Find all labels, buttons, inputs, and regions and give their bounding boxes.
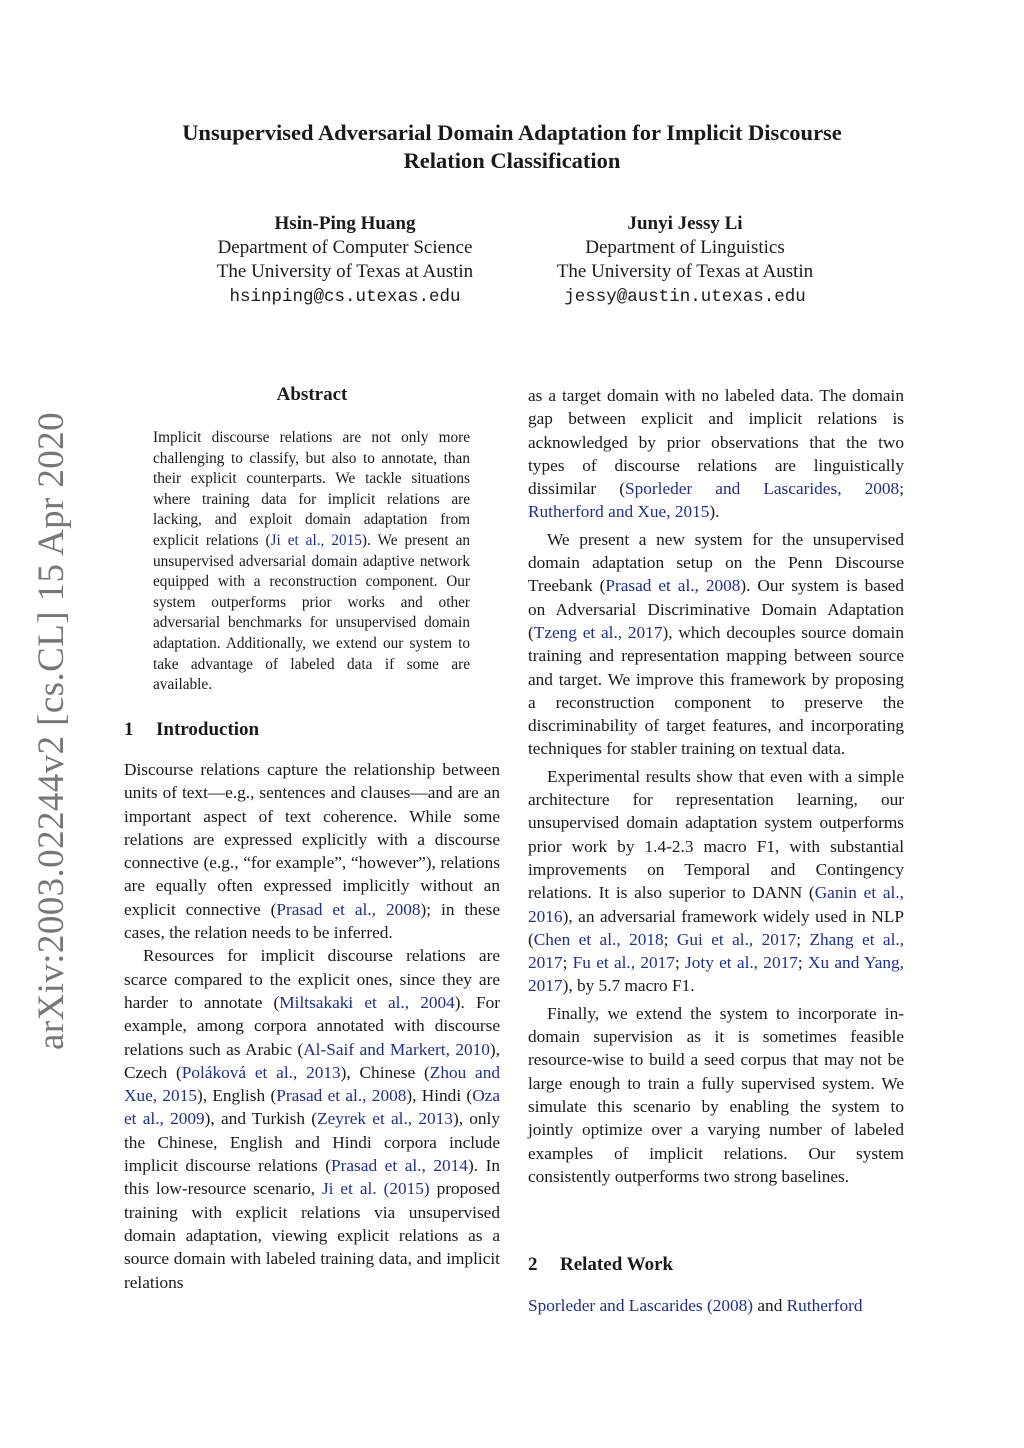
citation-link[interactable]: Ji et al., 2015 [270, 531, 362, 549]
body-text: ). In this low-resource scenario, [124, 1156, 500, 1199]
citation-link[interactable]: Oza et al., 2009 [124, 1086, 501, 1129]
section-number: 2 [528, 1254, 538, 1275]
author-email: jessy@austin.utexas.edu [564, 287, 806, 307]
body-text: Discourse relations capture the relationship between units of text—e.g., sentences and clauses—and are an important aspect of text coherence. While some relations are expressed explicitly with a discourse connective (e.g., “for example”, “however”), relations are equally often expressed implicitly without an explicit connective ( [124, 760, 500, 919]
body-text: ), which decouples source domain training and representation mapping between source and target. We improve this framework by proposing a reconstruction component to preserve the discriminability of target features, and incorporating techniques for stabler training on textual data. [528, 622, 904, 759]
citation-link[interactable]: Joty et al., 2017 [685, 953, 798, 973]
citation-link[interactable]: Sporleder and Lascarides (2008) [528, 1296, 754, 1315]
citation-link[interactable]: Gui et al., 2017 [676, 929, 797, 949]
body-text: ), English ( [196, 1086, 277, 1106]
right-paragraph-1 [528, 528, 904, 761]
section-title: Introduction [156, 719, 260, 740]
author-university: The University of Texas at Austin [556, 261, 814, 282]
related-work-column [528, 1294, 904, 1317]
citation-link[interactable]: Poláková et al., 2013 [181, 1062, 341, 1082]
body-text: proposed training with explicit relations via unsupervised domain adaptation, viewing explicit relations as a source domain with labeled training data, and implicit relations [124, 1179, 500, 1292]
body-text: ). For example, among corpora annotated with discourse relations such as Arabic ( [124, 992, 501, 1059]
body-text: ), and Turkish ( [204, 1109, 318, 1129]
body-text: Experimental results show that even with a simple architecture for representation learning, our unsupervised domain adaptation system outperforms prior work by 1.4-2.3 macro F1, with substantial improvements on Temporal and Contingency relations. It is also superior to DANN ( [528, 766, 904, 903]
title-line-1: Unsupervised Adversarial Domain Adaptation for Implicit Discourse [182, 120, 842, 145]
arxiv-stamp: arXiv:2003.02244v2 [cs.CL] 15 Apr 2020 [31, 412, 72, 1050]
body-text: ; [796, 929, 810, 949]
author-email: hsinping@cs.utexas.edu [229, 287, 461, 307]
citation-link[interactable]: Prasad et al., 2008 [605, 576, 741, 596]
citation-link[interactable]: Fu et al., 2017 [572, 953, 675, 973]
body-text: ), Chinese ( [340, 1062, 430, 1082]
intro-paragraph-2 [124, 944, 500, 1293]
title-line-2: Relation Classification [403, 148, 621, 173]
citation-link[interactable]: Sporleder and Lascarides, 2008 [625, 479, 900, 499]
author-dept: Department of Linguistics [585, 237, 785, 258]
citation-link[interactable]: Miltsakaki et al., 2004 [279, 992, 455, 1012]
citation-link[interactable]: Zeyrek et al., 2013 [317, 1109, 453, 1129]
right-paragraph-0 [528, 384, 904, 524]
intro-column [124, 758, 500, 1294]
citation-link[interactable]: Zhang et al., 2017 [528, 929, 905, 973]
author-university: The University of Texas at Austin [216, 261, 474, 282]
right-column [528, 384, 904, 1188]
abstract-heading: Abstract [276, 384, 348, 405]
citation-link[interactable]: Zhou and Xue, 2015 [124, 1062, 500, 1106]
section-title: Related Work [560, 1254, 674, 1275]
citation-link[interactable]: Al-Saif and Markert, 2010 [303, 1039, 490, 1059]
body-text: ), an adversarial framework widely used in NLP ( [528, 906, 904, 949]
right-paragraph-3: Finally, we extend the system to incorporate in-domain supervision as it is sometimes feasible resource-wise to build a seed corpus that may not be large enough to train a fully supervised system. We simulate this scenario by enabling the system to jointly optimize over a varying number of labeled examples of implicit relations. Our system consistently outperforms two strong baselines. [528, 1003, 904, 1186]
body-text: ), by 5.7 macro F1. [562, 976, 695, 996]
citation-link[interactable]: Xu and Yang, 2017 [528, 953, 905, 996]
body-text: We present a new system for the unsupervised domain adaptation setup on the Penn Discourse Treebank ( [528, 529, 904, 596]
author-dept: Department of Computer Science [217, 237, 473, 258]
body-text: ), Hindi ( [406, 1086, 473, 1106]
author-name: Junyi Jessy Li [627, 213, 743, 234]
body-text: ; [674, 953, 686, 973]
body-text: ), only the Chinese, English and Hindi corpora include implicit discourse relations ( [124, 1109, 500, 1176]
body-text: ). [709, 502, 720, 522]
body-text: ; [663, 929, 677, 949]
author-name: Hsin-Ping Huang [274, 213, 416, 234]
body-text: Resources for implicit discourse relations are scarce compared to the explicit ones, since they are harder to annotate ( [124, 946, 500, 1012]
citation-link[interactable]: Rutherford and Xue, 2015 [528, 502, 710, 522]
abstract-body [153, 428, 470, 696]
right-paragraph-2 [528, 765, 904, 998]
abstract-text: Implicit discourse relations are not only more challenging to classify, but also to annotate, than their explicit counterparts. We tackle situations where training data for implicit relations are lacking, and exploit domain adaptation from explicit relations ( [153, 429, 470, 549]
related-paragraph [528, 1294, 904, 1317]
body-text: ); in these cases, the relation needs to be inferred. [124, 899, 501, 943]
body-text: ), Czech ( [124, 1039, 500, 1082]
section-number: 1 [124, 719, 134, 740]
paper-title [120, 119, 904, 175]
citation-link[interactable]: Ganin et al., 2016 [528, 883, 904, 926]
section-heading-related-work [528, 1254, 673, 1276]
citation-link[interactable]: Prasad et al., 2008 [276, 1086, 407, 1106]
author-block-2 [535, 212, 835, 309]
citation-link[interactable]: Rutherford [786, 1296, 863, 1315]
citation-link[interactable]: Ji et al. (2015) [321, 1179, 430, 1199]
author-block-1 [195, 212, 495, 309]
body-text: ; [899, 479, 904, 499]
citation-link[interactable]: Prasad et al., 2014 [331, 1156, 468, 1176]
section-heading-introduction [124, 719, 259, 741]
citation-link[interactable]: Chen et al., 2018 [533, 929, 664, 949]
citation-link[interactable]: Tzeng et al., 2017 [533, 622, 663, 642]
body-text: as a target domain with no labeled data. The domain gap between explicit and implicit relations is acknowledged by prior observations that the two types of discourse relations are linguistically dissimilar ( [528, 386, 904, 499]
body-text: ). Our system is based on Adversarial Discriminative Domain Adaptation ( [528, 576, 904, 642]
body-text: ; [562, 953, 573, 973]
intro-paragraph-1 [124, 758, 500, 944]
abstract-text: ). We present an unsupervised adversarial domain adaptive network equipped with a reconstruction component. Our system outperforms prior works and other adversarial benchmarks for unsupervised domain adaptation. Additionally, we extend our system to take advantage of labeled data if some are available. [153, 531, 471, 694]
body-text: and [753, 1296, 787, 1315]
citation-link[interactable]: Prasad et al., 2008 [276, 899, 421, 919]
body-text: ; [797, 953, 808, 973]
